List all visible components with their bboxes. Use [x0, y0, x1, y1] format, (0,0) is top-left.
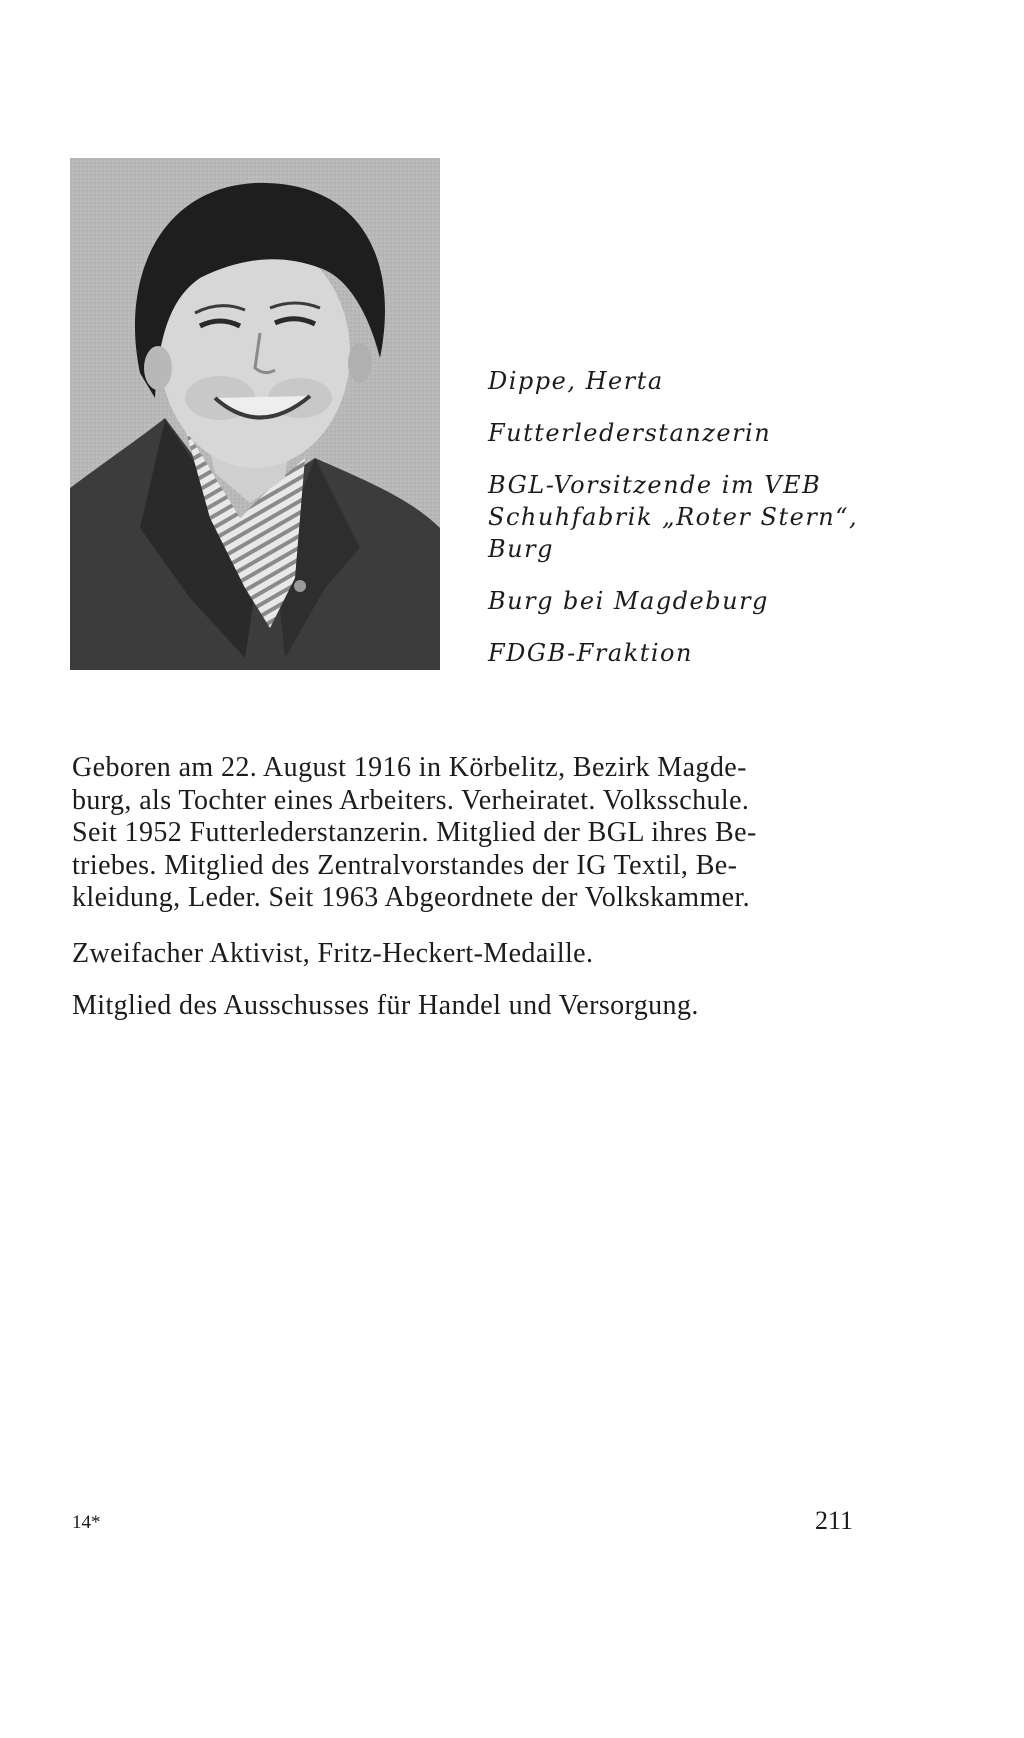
person-name: Dippe, Herta [488, 367, 664, 395]
page-number: 211 [815, 1506, 854, 1535]
portrait-image [70, 158, 440, 670]
portrait-photo [70, 158, 440, 670]
bio-line: burg, als Tochter eines Arbeiters. Verheiratet. Volksschule. [72, 784, 750, 816]
faction: FDGB-Fraktion [488, 639, 693, 667]
occupation: Futterlederstanzerin [488, 419, 772, 447]
awards-paragraph: Zweifacher Aktivist, Fritz-Heckert-Medaille. [72, 938, 594, 969]
bio-line: triebes. Mitglied des Zentralvorstandes der IG Textil, Be- [72, 849, 738, 881]
position-line-3: Burg [488, 535, 554, 563]
position-line-2: Schuhfabrik „Roter Stern“, [488, 503, 859, 531]
committee-paragraph: Mitglied des Ausschusses für Handel und Versorgung. [72, 990, 699, 1021]
bio-line: Seit 1952 Futterlederstanzerin. Mitglied der BGL ihres Be- [72, 817, 757, 848]
bio-line: kleidung, Leder. Seit 1963 Abgeordnete der Volkskammer. [72, 882, 751, 913]
biography-paragraph [72, 752, 872, 915]
caption-block [488, 365, 988, 689]
constituency: Burg bei Magdeburg [488, 587, 769, 615]
signature-mark: 14* [72, 1512, 101, 1533]
position-line-1: BGL-Vorsitzende im VEB [488, 471, 822, 499]
bio-line: Geboren am 22. August 1916 in Körbelitz, Bezirk Magde- [72, 752, 747, 783]
